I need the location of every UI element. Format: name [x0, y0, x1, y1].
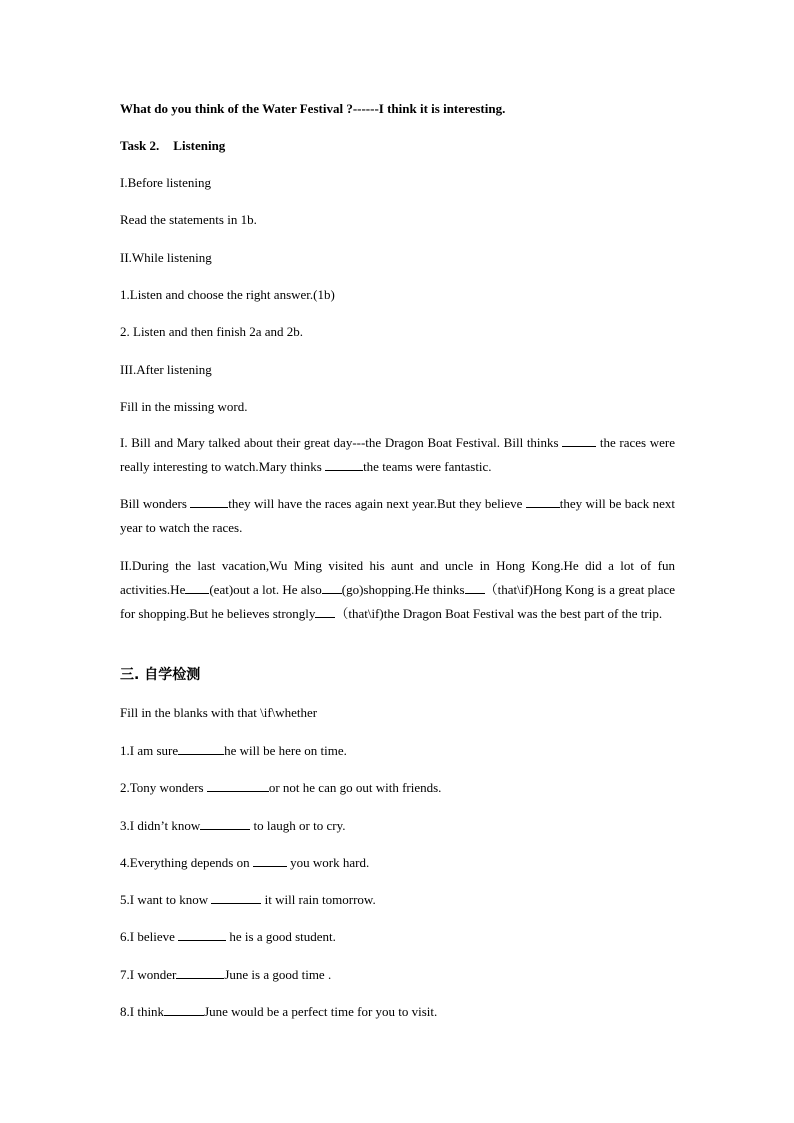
item-text-post: June is a good time .: [224, 967, 332, 982]
item-text-post: he will be here on time.: [224, 743, 347, 758]
list-item: [120, 928, 336, 944]
para3-text-a: II.During the last vacation,Wu Ming visited his aunt and uncle in Hong Kong.He did a lot of fun activities.He: [120, 558, 675, 597]
para2-text-a: Bill wonders: [120, 496, 187, 511]
while-listening-item-1: 1.Listen and choose the right answer.(1b): [120, 287, 335, 302]
before-listening-text: Read the statements in 1b.: [120, 212, 257, 227]
para3-text-d: （that\if)Hong Kong is a great place for shopping.But he believes strongly: [120, 582, 676, 621]
item-text-pre: 8.I think: [120, 1004, 165, 1019]
blank-field[interactable]: [253, 854, 287, 867]
list-item: [120, 966, 331, 982]
fill-paragraph-1: [120, 431, 675, 479]
list-item: [120, 742, 347, 758]
blank-field[interactable]: [185, 581, 209, 594]
blank-field[interactable]: [465, 581, 485, 594]
item-text-pre: 7.I wonder: [120, 967, 177, 982]
while-listening-item-2: 2. Listen and then finish 2a and 2b.: [120, 324, 304, 339]
blank-field[interactable]: [176, 966, 224, 979]
section-3-instruction: Fill in the blanks with that \if\whether: [120, 705, 318, 720]
blank-field[interactable]: [325, 458, 363, 471]
section-3-title: 三. 自学检测: [120, 667, 201, 683]
blank-field[interactable]: [207, 779, 269, 792]
blank-field[interactable]: [562, 434, 596, 447]
item-text-pre: 5.I want to know: [120, 892, 209, 907]
para1-text-a: I. Bill and Mary talked about their great day---the Dragon Boat Festival. Bill thinks: [120, 435, 559, 450]
list-item: [120, 854, 369, 870]
blank-field[interactable]: [200, 817, 250, 830]
blank-field[interactable]: [315, 605, 335, 618]
task2-heading: [120, 138, 225, 153]
blank-field[interactable]: [178, 742, 224, 755]
item-text-post: you work hard.: [290, 855, 370, 870]
para1-text-b: the races were really interesting to watch.Mary thinks: [120, 435, 675, 474]
blank-field[interactable]: [164, 1003, 204, 1016]
fill-paragraph-2: [120, 492, 675, 540]
item-text-post: it will rain tomorrow.: [264, 892, 376, 907]
list-item: [120, 817, 346, 833]
blank-field[interactable]: [190, 495, 228, 508]
para3-text-b: (eat)out a lot. He also: [209, 582, 322, 597]
list-item: [120, 779, 441, 795]
item-text-post: he is a good student.: [229, 929, 336, 944]
after-listening-heading: III.After listening: [120, 362, 212, 377]
item-text-pre: 3.I didn’t know: [120, 818, 201, 833]
list-item: [120, 1003, 437, 1019]
item-text-pre: 4.Everything depends on: [120, 855, 250, 870]
item-text-pre: 2.Tony wonders: [120, 780, 204, 795]
item-text-post: to laugh or to cry.: [253, 818, 346, 833]
intro-dialogue-line: What do you think of the Water Festival ?------I think it is interesting.: [120, 101, 506, 116]
blank-field[interactable]: [211, 891, 261, 904]
before-listening-heading: I.Before listening: [120, 175, 211, 190]
item-text-post: or not he can go out with friends.: [268, 780, 442, 795]
para3-text-c: (go)shopping.He thinks: [341, 582, 465, 597]
after-listening-instruction: Fill in the missing word.: [120, 399, 248, 414]
blank-field[interactable]: [526, 495, 560, 508]
para2-text-b: they will have the races again next year.But they believe: [228, 496, 523, 511]
fill-paragraph-3: [120, 554, 675, 626]
list-item: [120, 891, 376, 907]
task2-title: Listening: [173, 138, 226, 153]
item-text-pre: 6.I believe: [120, 929, 175, 944]
para3-text-e: （that\if)the Dragon Boat Festival was the best part of the trip.: [335, 606, 663, 621]
para2-text-c: they will be back next year to watch the races.: [120, 496, 676, 535]
while-listening-heading: II.While listening: [120, 250, 212, 265]
para1-text-c: the teams were fantastic.: [363, 459, 492, 474]
blank-field[interactable]: [322, 581, 342, 594]
task2-number: Task 2.: [120, 138, 160, 153]
item-text-pre: 1.I am sure: [120, 743, 179, 758]
item-text-post: June would be a perfect time for you to visit.: [204, 1004, 438, 1019]
blank-field[interactable]: [178, 928, 226, 941]
